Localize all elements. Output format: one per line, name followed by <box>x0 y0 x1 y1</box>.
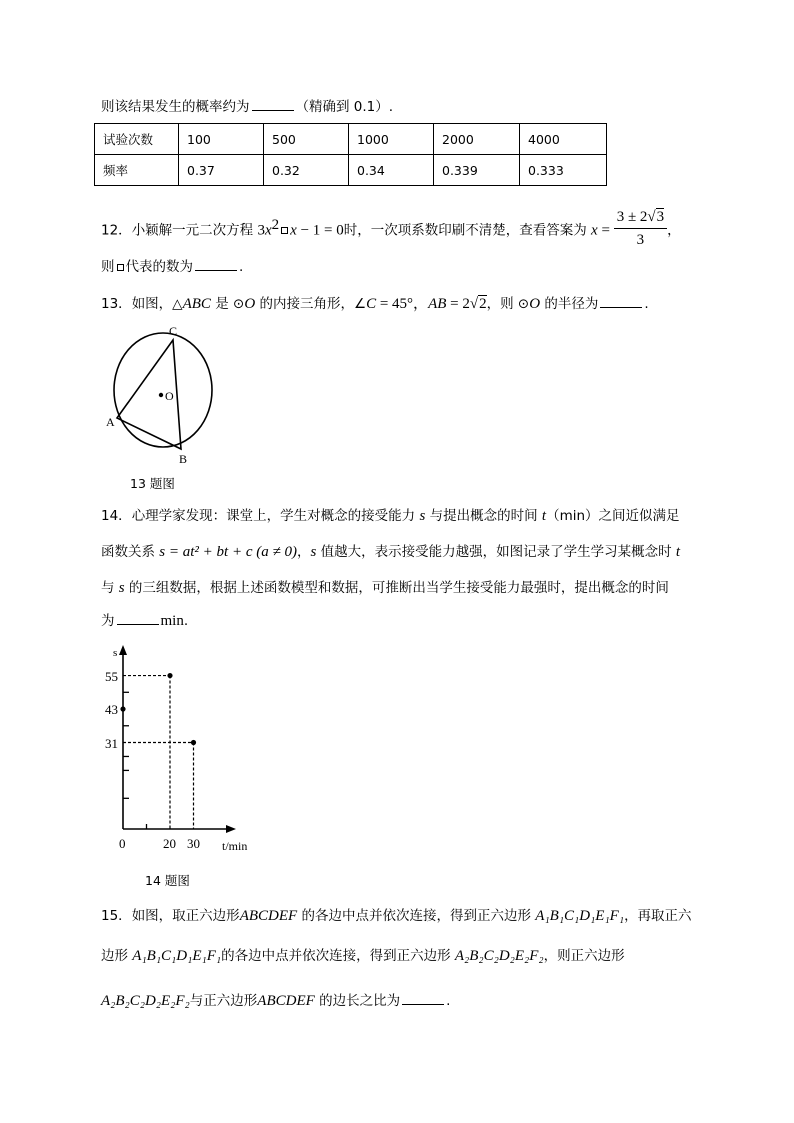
y-axis-arrow-icon <box>119 645 127 655</box>
label-c: C <box>169 324 178 338</box>
answer-blank[interactable] <box>600 293 642 308</box>
q14-text: 与 <box>101 580 115 596</box>
circle-o <box>114 333 212 447</box>
q12-text: 则 <box>101 259 115 275</box>
question-number: 13． <box>101 296 132 312</box>
math-formula: s = at² + bt + c (a ≠ 0) <box>159 544 297 560</box>
q15-text: 的各边中点并依次连接，得到正六边形 <box>221 948 451 964</box>
math: s <box>118 580 125 596</box>
y-tick-label: 31 <box>105 736 118 751</box>
q12-text: ， <box>667 222 681 239</box>
circle-triangle-figure <box>100 320 230 470</box>
q14-text: 值越大，表示接受能力越强，如图记录了学生学习某概念时 <box>316 544 672 560</box>
table-cell: 0.333 <box>520 155 607 186</box>
data-point <box>120 706 125 711</box>
q14-line3 <box>101 578 669 598</box>
sqrt-value: 3 <box>656 209 665 225</box>
table-cell: 0.339 <box>434 155 520 186</box>
q12-line1 <box>101 208 681 253</box>
q14-line2 <box>101 542 680 562</box>
q15-text: 的各边中点并依次连接，得到正六边形 <box>297 908 531 924</box>
math: 2 <box>479 296 487 312</box>
answer-blank[interactable] <box>117 610 159 625</box>
q11-text-end: （精确到 0.1）. <box>295 99 394 115</box>
math: A₁B₁C₁D₁E₁F₁ <box>132 948 222 964</box>
math: x <box>591 222 598 239</box>
table-cell: 0.32 <box>264 155 349 186</box>
math: O <box>529 296 541 312</box>
q14-line1 <box>101 506 680 526</box>
q13-text: 的半径为 <box>540 296 599 312</box>
math: ABC <box>182 296 211 312</box>
q15-text: ，则正六边形 <box>543 948 625 964</box>
q15-text: ，再取正六 <box>624 908 692 924</box>
q14-text: 为 <box>101 613 115 629</box>
table-row <box>95 124 607 155</box>
unclear-box-icon <box>117 264 124 271</box>
denominator: 3 <box>636 232 645 248</box>
math: = <box>597 222 614 239</box>
q14-text: 函数关系 <box>101 544 155 560</box>
row-header: 频率 <box>95 155 179 186</box>
x-axis-arrow-icon <box>226 825 236 833</box>
figure-caption: 13 题图 <box>130 476 175 491</box>
table-cell: 0.37 <box>179 155 264 186</box>
q14-text: ， <box>296 544 311 560</box>
math: 3 <box>257 222 265 239</box>
q15-text: 如图，取正六边形 <box>131 908 240 924</box>
q15-line3 <box>101 990 450 1011</box>
q13-text: 如图，△ <box>131 296 183 312</box>
math: C <box>366 296 377 312</box>
math: A₂B₂C₂D₂E₂F₂ <box>101 993 190 1009</box>
q15-line1 <box>101 906 692 926</box>
q12-text: 时，一次项系数印刷不清楚，查看答案为 <box>343 222 587 239</box>
math: A₂B₂C₂D₂E₂F₂ <box>454 948 544 964</box>
table-cell: 500 <box>264 124 349 155</box>
q13-text: 的内接三角形，∠ <box>255 296 367 312</box>
math: x <box>290 222 297 239</box>
math: O <box>244 296 256 312</box>
math: = 2 <box>446 296 470 312</box>
math: − 1 = 0 <box>296 222 344 239</box>
table-cell: 1000 <box>349 124 434 155</box>
s-t-chart <box>100 640 260 860</box>
q14-text: 与提出概念的时间 <box>429 508 538 524</box>
question-number: 12． <box>101 222 132 239</box>
math: s <box>310 544 317 560</box>
math: ABCDEF <box>257 993 315 1009</box>
math: = 45°， <box>376 296 429 312</box>
q11-tail <box>101 96 393 117</box>
q15-line2 <box>101 946 625 966</box>
unclear-box-icon <box>281 227 288 234</box>
row-header: 试验次数 <box>95 124 179 155</box>
q12-text: 代表的数为 <box>125 259 193 275</box>
numerator: 3 ± 2 <box>616 209 648 225</box>
q13-text: . <box>644 296 649 312</box>
question-number: 14． <box>101 508 132 524</box>
q12-text: . <box>239 259 244 275</box>
q11-text: 则该结果发生的概率约为 <box>101 99 250 115</box>
math: t <box>541 508 547 524</box>
math: t <box>675 544 681 560</box>
table-cell: 0.34 <box>349 155 434 186</box>
label-a: A <box>106 415 115 429</box>
math: 2 <box>271 217 280 233</box>
q12-text: 小颖解一元二次方程 <box>131 222 254 239</box>
q15-text: 与正六边形 <box>189 993 258 1009</box>
q12-line2 <box>101 256 243 277</box>
q13-text: 是 ⊙ <box>210 296 245 312</box>
q14-text: （min）之间近似满足 <box>546 508 680 524</box>
q15-text: 边形 <box>101 948 128 964</box>
figure-caption: 14 题图 <box>145 873 190 888</box>
x-tick-label: 0 <box>119 836 126 851</box>
q13-text: ，则 ⊙ <box>486 296 530 312</box>
table-row <box>95 155 607 186</box>
q15-text: . <box>446 993 451 1009</box>
q14-text: 的三组数据，根据上述函数模型和数据，可推断出当学生接受能力最强时，提出概念的时间 <box>124 580 669 596</box>
table-cell: 4000 <box>520 124 607 155</box>
label-b: B <box>179 452 188 466</box>
center-point-o <box>159 393 163 397</box>
x-tick-label: 20 <box>163 836 176 851</box>
answer-blank[interactable] <box>402 990 444 1005</box>
data-point <box>191 740 196 745</box>
q15-text: 的边长之比为 <box>314 993 401 1009</box>
answer-fraction: $\frac{3 \pm 2√3}{3}$ <box>614 206 667 251</box>
x-tick-label: 30 <box>187 836 200 851</box>
math: s <box>419 508 426 524</box>
y-tick-label: 55 <box>105 669 118 684</box>
question-number: 15． <box>101 908 132 924</box>
data-point <box>167 673 172 678</box>
table-cell: 100 <box>179 124 264 155</box>
math: AB <box>428 296 447 312</box>
q14-line4 <box>101 610 188 631</box>
answer-blank[interactable] <box>252 96 294 111</box>
label-o: O <box>165 389 174 403</box>
math: A₁B₁C₁D₁E₁F₁ <box>535 908 625 924</box>
q14-text: . <box>183 613 189 629</box>
math: ABCDEF <box>239 908 298 924</box>
q13-line1: 13．如图，△ABC 是 ⊙O 的内接三角形，∠C = 45°，AB = 2√2，则 ⊙O 的半径为 . <box>101 293 649 314</box>
answer-blank[interactable] <box>195 256 237 271</box>
unit: min <box>160 613 184 629</box>
y-tick-label: 43 <box>105 702 118 717</box>
x-axis-label: t/min <box>222 839 248 853</box>
math: x <box>264 222 272 239</box>
table-cell: 2000 <box>434 124 520 155</box>
frequency-table <box>94 123 607 186</box>
y-axis-label: s <box>113 647 118 659</box>
q14-text: 心理学家发现：课堂上，学生对概念的接受能力 <box>131 508 416 524</box>
